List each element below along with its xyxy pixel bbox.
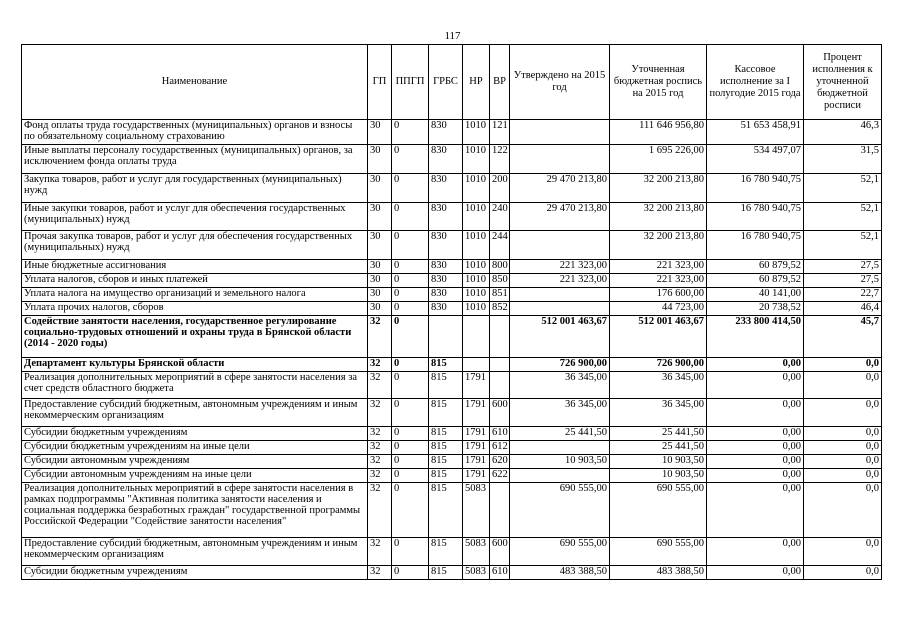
cell-ppgp: 0 (392, 441, 429, 455)
cell-vr: 240 (490, 203, 510, 231)
cell-vr: 122 (490, 145, 510, 174)
cell-revised: 32 200 213,80 (610, 231, 707, 260)
cell-cash: 0,00 (707, 566, 804, 580)
cell-name: Субсидии бюджетным учреждениям (22, 566, 368, 580)
cell-vr: 600 (490, 399, 510, 427)
cell-cash: 0,00 (707, 455, 804, 469)
cell-ppgp: 0 (392, 288, 429, 302)
cell-approved: 221 323,00 (510, 274, 610, 288)
cell-revised: 483 388,50 (610, 566, 707, 580)
cell-nr (463, 358, 490, 372)
cell-revised: 44 723,00 (610, 302, 707, 316)
cell-percent: 0,0 (804, 399, 882, 427)
cell-name: Уплата налогов, сборов и иных платежей (22, 274, 368, 288)
table-row (22, 372, 882, 399)
cell-name: Субсидии бюджетным учреждениям на иные цели (22, 441, 368, 455)
cell-grbs: 830 (429, 260, 463, 274)
cell-ppgp: 0 (392, 455, 429, 469)
cell-grbs: 830 (429, 203, 463, 231)
cell-revised: 36 345,00 (610, 399, 707, 427)
cell-name: Реализация дополнительных мероприятий в сфере занятости населения в рамках подпрограммы "Активная политика занятости населения и социальная поддержка безработных граждан" государственной программы Российской Федерации "Содействие занятости населения" (22, 483, 368, 538)
cell-name: Иные выплаты персоналу государственных (муниципальных) органов, за исключением фонда оплаты труда (22, 145, 368, 174)
cell-vr: 610 (490, 566, 510, 580)
cell-gp: 32 (368, 358, 392, 372)
cell-percent: 0,0 (804, 469, 882, 483)
cell-gp: 30 (368, 120, 392, 145)
cell-cash: 233 800 414,50 (707, 316, 804, 358)
cell-revised: 690 555,00 (610, 483, 707, 538)
header-approved: Утверждено на 2015 год (510, 45, 610, 120)
cell-gp: 30 (368, 302, 392, 316)
cell-gp: 32 (368, 455, 392, 469)
cell-nr: 1010 (463, 302, 490, 316)
cell-cash: 0,00 (707, 372, 804, 399)
table-row (22, 483, 882, 538)
cell-nr: 1791 (463, 441, 490, 455)
cell-nr: 1010 (463, 174, 490, 203)
cell-ppgp: 0 (392, 372, 429, 399)
cell-ppgp: 0 (392, 274, 429, 288)
cell-gp: 32 (368, 469, 392, 483)
table-row (22, 145, 882, 174)
header-vr: ВР (490, 45, 510, 120)
cell-approved: 221 323,00 (510, 260, 610, 274)
cell-revised: 10 903,50 (610, 455, 707, 469)
cell-name: Субсидии бюджетным учреждениям (22, 427, 368, 441)
cell-percent: 52,1 (804, 203, 882, 231)
cell-name: Фонд оплаты труда государственных (муниципальных) органов и взносы по обязательному социальному страхованию (22, 120, 368, 145)
cell-nr: 1010 (463, 203, 490, 231)
cell-percent: 27,5 (804, 274, 882, 288)
cell-nr: 1791 (463, 455, 490, 469)
cell-gp: 32 (368, 538, 392, 566)
cell-nr: 1791 (463, 427, 490, 441)
cell-percent: 27,5 (804, 260, 882, 274)
cell-cash: 534 497,07 (707, 145, 804, 174)
cell-revised: 726 900,00 (610, 358, 707, 372)
cell-ppgp: 0 (392, 469, 429, 483)
cell-cash: 0,00 (707, 441, 804, 455)
cell-approved: 36 345,00 (510, 399, 610, 427)
cell-vr: 852 (490, 302, 510, 316)
cell-cash: 51 653 458,91 (707, 120, 804, 145)
header-gp: ГП (368, 45, 392, 120)
cell-ppgp: 0 (392, 483, 429, 538)
cell-gp: 30 (368, 203, 392, 231)
cell-revised: 221 323,00 (610, 260, 707, 274)
cell-approved: 10 903,50 (510, 455, 610, 469)
cell-revised: 10 903,50 (610, 469, 707, 483)
cell-vr: 850 (490, 274, 510, 288)
cell-vr: 851 (490, 288, 510, 302)
cell-vr: 612 (490, 441, 510, 455)
cell-name: Предоставление субсидий бюджетным, автономным учреждениям и иным некоммерческим организациям (22, 538, 368, 566)
cell-ppgp: 0 (392, 316, 429, 358)
cell-revised: 512 001 463,67 (610, 316, 707, 358)
cell-revised: 221 323,00 (610, 274, 707, 288)
header-percent: Процент исполнения к уточненной бюджетной росписи (804, 45, 882, 120)
cell-vr: 121 (490, 120, 510, 145)
table-row (22, 231, 882, 260)
cell-name: Иные закупки товаров, работ и услуг для обеспечения государственных (муниципальных) нужд (22, 203, 368, 231)
cell-name: Департамент культуры Брянской области (22, 358, 368, 372)
cell-gp: 32 (368, 372, 392, 399)
cell-vr (490, 358, 510, 372)
cell-grbs: 830 (429, 174, 463, 203)
cell-nr: 1010 (463, 288, 490, 302)
cell-gp: 30 (368, 288, 392, 302)
cell-nr: 1791 (463, 372, 490, 399)
cell-ppgp: 0 (392, 174, 429, 203)
cell-vr: 800 (490, 260, 510, 274)
cell-nr: 1010 (463, 260, 490, 274)
cell-cash: 16 780 940,75 (707, 203, 804, 231)
cell-gp: 32 (368, 399, 392, 427)
cell-approved (510, 441, 610, 455)
header-grbs: ГРБС (429, 45, 463, 120)
header-name: Наименование (22, 45, 368, 120)
cell-cash: 0,00 (707, 483, 804, 538)
cell-percent: 0,0 (804, 566, 882, 580)
cell-revised: 1 695 226,00 (610, 145, 707, 174)
cell-approved (510, 231, 610, 260)
cell-percent: 0,0 (804, 441, 882, 455)
cell-ppgp: 0 (392, 231, 429, 260)
cell-cash: 0,00 (707, 358, 804, 372)
cell-grbs: 815 (429, 399, 463, 427)
cell-percent: 52,1 (804, 174, 882, 203)
cell-percent: 46,4 (804, 302, 882, 316)
table-row (22, 538, 882, 566)
cell-gp: 32 (368, 483, 392, 538)
table-row (22, 174, 882, 203)
cell-nr: 1010 (463, 231, 490, 260)
cell-vr: 610 (490, 427, 510, 441)
header-nr: НР (463, 45, 490, 120)
cell-vr: 200 (490, 174, 510, 203)
table-row (22, 441, 882, 455)
cell-ppgp: 0 (392, 427, 429, 441)
cell-nr: 5083 (463, 566, 490, 580)
cell-name: Иные бюджетные ассигнования (22, 260, 368, 274)
cell-approved (510, 145, 610, 174)
cell-cash: 0,00 (707, 399, 804, 427)
cell-grbs: 815 (429, 372, 463, 399)
cell-revised: 25 441,50 (610, 427, 707, 441)
cell-approved: 36 345,00 (510, 372, 610, 399)
cell-cash: 60 879,52 (707, 274, 804, 288)
cell-approved: 512 001 463,67 (510, 316, 610, 358)
table-row (22, 469, 882, 483)
cell-approved: 726 900,00 (510, 358, 610, 372)
cell-ppgp: 0 (392, 538, 429, 566)
cell-approved (510, 288, 610, 302)
header-row (22, 45, 882, 120)
cell-grbs: 815 (429, 538, 463, 566)
cell-grbs: 830 (429, 145, 463, 174)
cell-vr (490, 316, 510, 358)
cell-cash: 60 879,52 (707, 260, 804, 274)
cell-gp: 32 (368, 316, 392, 358)
cell-ppgp: 0 (392, 120, 429, 145)
table-row (22, 302, 882, 316)
cell-ppgp: 0 (392, 145, 429, 174)
cell-percent: 52,1 (804, 231, 882, 260)
cell-nr (463, 316, 490, 358)
cell-vr: 600 (490, 538, 510, 566)
table-row (22, 427, 882, 441)
cell-name: Предоставление субсидий бюджетным, автономным учреждениям и иным некоммерческим организациям (22, 399, 368, 427)
cell-name: Субсидии автономным учреждениям (22, 455, 368, 469)
table-row (22, 455, 882, 469)
cell-gp: 30 (368, 260, 392, 274)
cell-name: Прочая закупка товаров, работ и услуг для обеспечения государственных (муниципальных) нужд (22, 231, 368, 260)
cell-grbs: 815 (429, 358, 463, 372)
cell-grbs: 815 (429, 455, 463, 469)
cell-nr: 1791 (463, 469, 490, 483)
cell-grbs: 830 (429, 302, 463, 316)
cell-ppgp: 0 (392, 203, 429, 231)
cell-approved (510, 302, 610, 316)
table-body (22, 120, 882, 580)
cell-revised: 111 646 956,80 (610, 120, 707, 145)
cell-grbs: 830 (429, 288, 463, 302)
cell-gp: 30 (368, 231, 392, 260)
cell-revised: 32 200 213,80 (610, 174, 707, 203)
cell-name: Закупка товаров, работ и услуг для государственных (муниципальных) нужд (22, 174, 368, 203)
header-ppgp: ППГП (392, 45, 429, 120)
cell-percent: 22,7 (804, 288, 882, 302)
cell-vr: 244 (490, 231, 510, 260)
cell-name: Реализация дополнительных мероприятий в сфере занятости населения за счет средств областного бюджета (22, 372, 368, 399)
table-row (22, 566, 882, 580)
cell-gp: 32 (368, 441, 392, 455)
cell-gp: 32 (368, 427, 392, 441)
cell-nr: 1010 (463, 145, 490, 174)
table-row (22, 358, 882, 372)
cell-percent: 31,5 (804, 145, 882, 174)
table-row (22, 316, 882, 358)
cell-cash: 16 780 940,75 (707, 231, 804, 260)
table-row (22, 288, 882, 302)
cell-grbs: 815 (429, 483, 463, 538)
cell-approved: 690 555,00 (510, 538, 610, 566)
cell-revised: 32 200 213,80 (610, 203, 707, 231)
cell-grbs: 815 (429, 427, 463, 441)
cell-revised: 36 345,00 (610, 372, 707, 399)
cell-ppgp: 0 (392, 358, 429, 372)
table-row (22, 120, 882, 145)
cell-vr: 622 (490, 469, 510, 483)
cell-grbs: 830 (429, 120, 463, 145)
cell-revised: 25 441,50 (610, 441, 707, 455)
cell-percent: 45,7 (804, 316, 882, 358)
cell-cash: 16 780 940,75 (707, 174, 804, 203)
cell-percent: 0,0 (804, 455, 882, 469)
header-cash: Кассовое исполнение за I полугодие 2015 года (707, 45, 804, 120)
cell-grbs (429, 316, 463, 358)
cell-percent: 0,0 (804, 483, 882, 538)
cell-cash: 20 738,52 (707, 302, 804, 316)
cell-nr: 1010 (463, 274, 490, 288)
table-row (22, 203, 882, 231)
cell-grbs: 830 (429, 231, 463, 260)
cell-vr (490, 483, 510, 538)
cell-vr: 620 (490, 455, 510, 469)
cell-name: Субсидии автономным учреждениям на иные цели (22, 469, 368, 483)
cell-ppgp: 0 (392, 302, 429, 316)
cell-nr: 5083 (463, 483, 490, 538)
cell-nr: 1791 (463, 399, 490, 427)
cell-name: Содействие занятости населения, государственное регулирование социально-трудовых отношений и охраны труда в Брянской области (2014 - 2020 годы) (22, 316, 368, 358)
table-row (22, 260, 882, 274)
cell-name: Уплата прочих налогов, сборов (22, 302, 368, 316)
cell-approved: 25 441,50 (510, 427, 610, 441)
cell-approved: 483 388,50 (510, 566, 610, 580)
cell-approved: 29 470 213,80 (510, 203, 610, 231)
cell-gp: 30 (368, 145, 392, 174)
cell-vr (490, 372, 510, 399)
cell-approved: 690 555,00 (510, 483, 610, 538)
cell-nr: 5083 (463, 538, 490, 566)
cell-ppgp: 0 (392, 566, 429, 580)
cell-percent: 0,0 (804, 358, 882, 372)
cell-approved (510, 469, 610, 483)
cell-percent: 0,0 (804, 427, 882, 441)
cell-cash: 0,00 (707, 469, 804, 483)
cell-cash: 0,00 (707, 538, 804, 566)
cell-cash: 0,00 (707, 427, 804, 441)
cell-percent: 0,0 (804, 538, 882, 566)
cell-nr: 1010 (463, 120, 490, 145)
budget-table (21, 44, 882, 580)
cell-revised: 176 600,00 (610, 288, 707, 302)
page-number: 117 (444, 30, 461, 42)
cell-approved (510, 120, 610, 145)
cell-cash: 40 141,00 (707, 288, 804, 302)
cell-ppgp: 0 (392, 260, 429, 274)
table-row (22, 399, 882, 427)
cell-revised: 690 555,00 (610, 538, 707, 566)
cell-grbs: 815 (429, 441, 463, 455)
cell-grbs: 815 (429, 566, 463, 580)
header-revised: Уточненная бюджетная роспись на 2015 год (610, 45, 707, 120)
cell-percent: 0,0 (804, 372, 882, 399)
cell-name: Уплата налога на имущество организаций и земельного налога (22, 288, 368, 302)
table-row (22, 274, 882, 288)
cell-grbs: 830 (429, 274, 463, 288)
cell-gp: 30 (368, 274, 392, 288)
cell-grbs: 815 (429, 469, 463, 483)
cell-approved: 29 470 213,80 (510, 174, 610, 203)
cell-percent: 46,3 (804, 120, 882, 145)
cell-gp: 32 (368, 566, 392, 580)
cell-ppgp: 0 (392, 399, 429, 427)
cell-gp: 30 (368, 174, 392, 203)
